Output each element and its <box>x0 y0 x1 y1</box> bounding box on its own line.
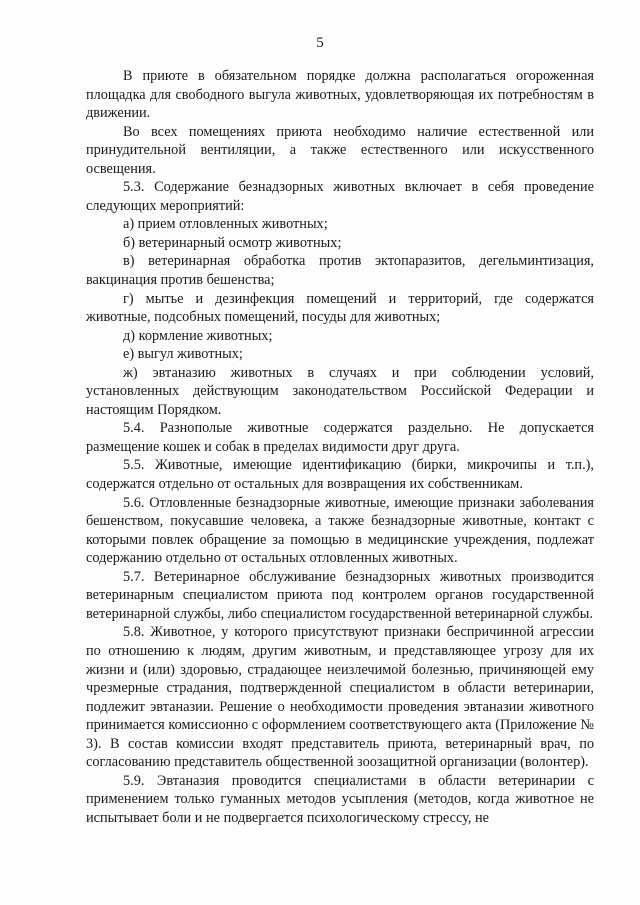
paragraph-5-9: 5.9. Эвтаназия проводится специалистами в области ветеринарии с применением только гуманных методов усыпления (методов, когда животное не испытывает боли и не подвергается психологическому стрессу, не <box>86 772 594 826</box>
list-item-zh: ж) эвтаназию животных в случаях и при соблюдении условий, установленных действующим законодательством Российской Федерации и настоящим Порядком. <box>86 364 594 418</box>
paragraph-5-3: 5.3. Содержание безнадзорных животных включает в себя проведение следующих мероприятий: <box>86 179 594 214</box>
list-item-e: е) выгул животных; <box>123 346 243 363</box>
list-item-d: д) кормление животных; <box>123 327 273 344</box>
paragraph-5-7: 5.7. Ветеринарное обслуживание безнадзорных животных производится ветеринарным специалистом приюта под контролем органов государственной ветеринарной службы, либо специалистом государственной ветеринарной службы. <box>86 568 594 622</box>
document-body <box>86 67 594 827</box>
paragraph-ventilation: Во всех помещениях приюта необходимо наличие естественной или принудительной вентиляции, а также естественного или искусственного освещения. <box>86 123 594 177</box>
paragraph-shelter-yard: В приюте в обязательном порядке должна располагаться огороженная площадка для свободного выгула животных, удовлетворяющая их потребностям в движении. <box>86 68 594 122</box>
list-item-v: в) ветеринарная обработка против эктопаразитов, дегельминтизация, вакцинация против бешенства; <box>86 253 594 289</box>
list-item-b: б) ветеринарный осмотр животных; <box>123 234 342 251</box>
list-item-a: а) прием отловленных животных; <box>123 216 328 233</box>
paragraph-5-6: 5.6. Отловленные безнадзорные животные, имеющие признаки заболевания бешенством, покусавшие человека, а также безнадзорные животные, контакт с которыми повлек обращение за помощью в медицинские учреждения, подлежат содержанию отдельно от остальных отловленных животных. <box>86 494 594 567</box>
paragraph-5-8: 5.8. Животное, у которого присутствуют признаки беспричинной агрессии по отношению к людям, другим животным, и представляющее угрозу для их жизни и (или) здоровью, страдающее неизлечимой болезнью, причиняющей ему чрезмерные страдания, подтвержденной специалистом в области ветеринарии, подлежит эвтаназии. Решение о необходимости проведения эвтаназии животного принимается комиссионно с оформлением соответствующего акта (Приложение № 3). В состав комиссии входят представитель приюта, ветеринарный врач, по согласованию представитель общественной зоозащитной организации (волонтер). <box>86 624 594 771</box>
list-item-g: г) мытье и дезинфекция помещений и территорий, где содержатся животные, подсобных помещений, посуды для животных; <box>86 290 594 326</box>
paragraph-5-4: 5.4. Разнополые животные содержатся раздельно. Не допускается размещение кошек и собак в пределах видимости друг друга. <box>86 420 594 455</box>
paragraph-5-5: 5.5. Животные, имеющие идентификацию (бирки, микрочипы и т.п.), содержатся отдельно от остальных для возвращения их собственникам. <box>86 457 594 493</box>
page-number: 5 <box>316 35 324 51</box>
